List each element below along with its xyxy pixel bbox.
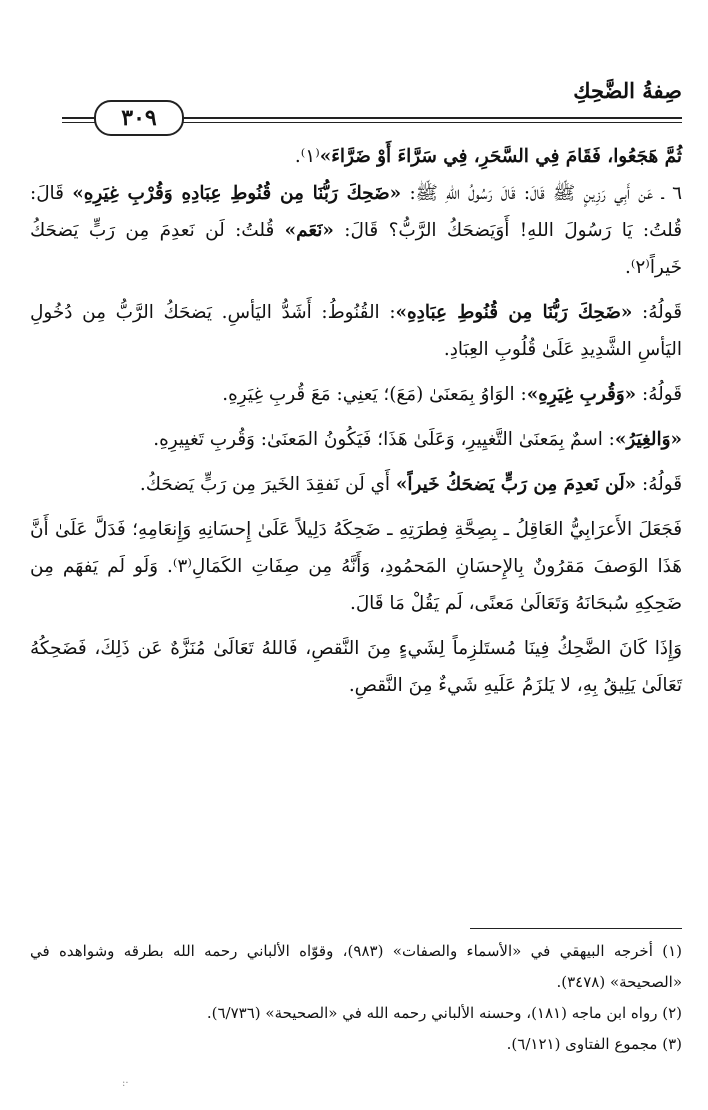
paragraph-commentary: فَجَعَلَ الأَعرَابِيُّ العَاقِلُ ـ بِصِحَّةِ فِطرَتِهِ ـ ضَحِكَهُ دَلِيلاً عَلَىٰ إِحسَانِهِ وَإِنعَامِهِ؛ فَدَلَّ عَلَىٰ أَنَّ هَذَا الوَصفَ مَقرُونٌ بِالإِحسَانِ المَحمُودِ، وَأَنَّهُ مِن صِفَاتِ الكَمَالِ⁽٣⁾. وَلَو لَم يَفهَم مِن ضَحِكِهِ سُبحَانَهُ وَتَعَالَىٰ مَعنًى، لَم يَقُلْ مَا قَالَ.	[30, 519, 682, 614]
hadith-quote: «ضَحِكَ رَبُّنَا مِن قُنُوطِ عِبَادِهِ وَقُرْبِ غِيَرِهِ»	[72, 183, 402, 204]
footnote: (٢) رواه ابن ماجه (١٨١)، وحسنه الألباني رحمه الله في «الصحيحة» (٦/٧٣٦).	[206, 1004, 682, 1022]
paragraph-commentary	[30, 421, 682, 458]
footnote: (٣) مجموع الفتاوى (٦/١٢١).	[506, 1035, 682, 1053]
scan-speck: ·:	[122, 1078, 129, 1089]
footnote-separator	[470, 928, 682, 929]
text-span: قَولُهُ:	[636, 474, 682, 495]
text-span: : الوَاوُ بِمَعنَىٰ (مَعَ)؛ يَعنِي: مَعَ قُربِ غِيَرِهِ.	[222, 384, 527, 405]
footnotes	[30, 936, 682, 1060]
paragraph-hadith-6	[30, 175, 682, 286]
text-span: : اسمٌ بِمَعنَىٰ التَّغيِيرِ، وَعَلَىٰ هَذَا؛ فَيَكُونُ المَعنَىٰ: وَقُربِ تَغيِيرِهِ.	[153, 429, 615, 450]
text-span: قَولُهُ:	[636, 384, 682, 405]
page-header	[62, 78, 682, 134]
hadith-quote: «وَالغِيَرُ»	[614, 429, 682, 450]
text-span: : القُنُوطُ: أَشَدُّ اليَأسِ. يَضحَكُ الرَّبُّ مِن دُخُولِ اليَأسِ الشَّدِيدِ عَلَىٰ قُلُوبِ العِبَادِ.	[30, 302, 682, 360]
text-span: قَالَ: قُلتُ: يَا رَسُولَ اللهِ! أَوَيَضحَكُ الرَّبُّ؟ قَالَ:	[30, 183, 683, 241]
paragraph-commentary: وَإِذَا كَانَ الضَّحِكُ فِينَا مُستَلزِماً لِشَيءٍ مِنَ النَّقصِ، فَاللهُ تَعَالَىٰ مُنَزَّهٌ عَن ذَلِكَ، فَضَحِكُهُ تَعَالَىٰ يَلِيقُ بِهِ، لا يَلزَمُ عَلَيهِ شَيءٌ مِنَ النَّقصِ.	[30, 638, 682, 696]
footnote: (١) أخرجه البيهقي في «الأسماء والصفات» (٩٨٣)، وقوّاه الألباني رحمه الله بطرقه وشواهده في «الصحيحة» (٣٤٧٨).	[30, 942, 682, 991]
hadith-quote: «ضَحِكَ رَبُّنَا مِن قُنُوطِ عِبَادِهِ»	[395, 302, 633, 323]
text-span: قَولُهُ:	[632, 302, 682, 323]
hadith-text: ثُمَّ هَجَعُوا، فَقَامَ فِي السَّحَرِ، فِي سَرَّاءَ أَوْ ضَرَّاءَ»	[319, 146, 682, 167]
main-text	[30, 138, 682, 704]
paragraph-commentary	[30, 466, 682, 503]
text-span: ٦ ـ عَن أَبِي رَزِينٍ ﷺ قَالَ: قَالَ رَسُولُ اللهِ ﷺ:	[401, 183, 682, 204]
text-span: أَي لَن نَفقِدَ الخَيرَ مِن رَبٍّ يَضحَكُ.	[139, 474, 396, 495]
paragraph-commentary	[30, 294, 682, 368]
text-span: قُلتُ: لَن نَعدِمَ مِن رَبٍّ يَضحَكُ خَيراً⁽٢⁾.	[30, 220, 682, 278]
footnote-ref: ⁽١⁾.	[294, 146, 320, 167]
hadith-quote: «نَعَم»	[284, 220, 334, 241]
page-number: ٣٠٩	[94, 100, 184, 136]
hadith-quote: «وَقُربِ غِيَرِهِ»	[526, 384, 637, 405]
hadith-quote: «لَن نَعدِمَ مِن رَبٍّ يَضحَكُ خَيراً»	[395, 474, 637, 495]
running-title: صِفةُ الضَّحِكِ	[573, 78, 682, 103]
paragraph-hadith-end	[30, 138, 682, 175]
paragraph-commentary	[30, 376, 682, 413]
